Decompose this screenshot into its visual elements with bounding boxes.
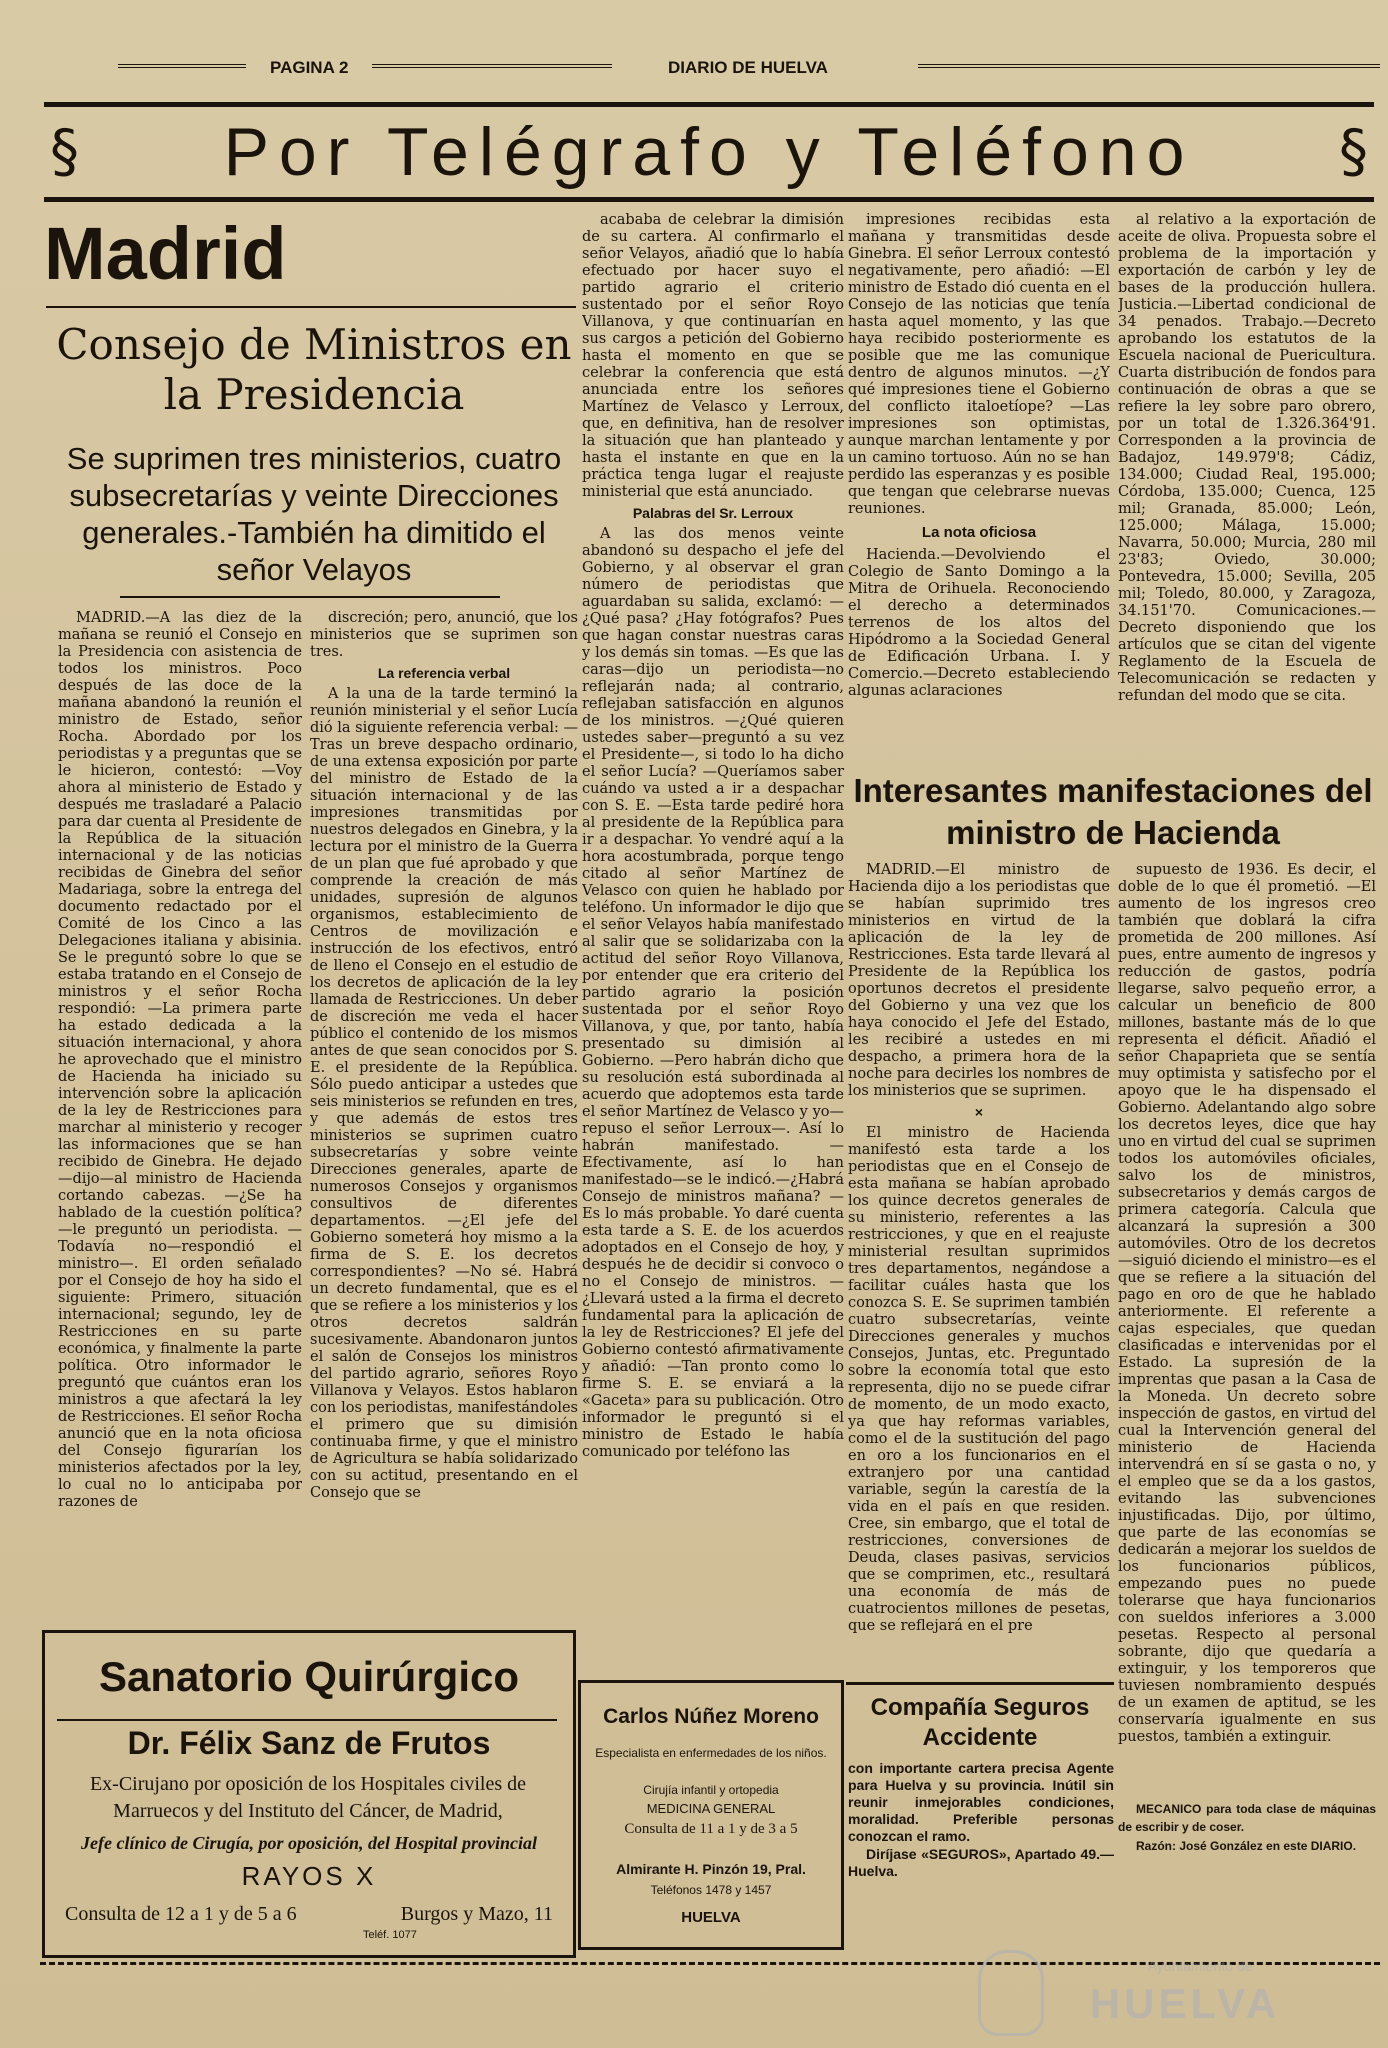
sanatorio-rayos: RAYOS X bbox=[241, 1861, 377, 1891]
header-rule-right bbox=[918, 64, 1380, 68]
header-rule-left bbox=[118, 64, 246, 68]
carlos-spec1: Especialista en enfermedades de los niños. bbox=[595, 1746, 827, 1760]
madrid-col4-text: Hacienda.—Devolviendo el Colegio de Santo Domingo a la Mitra de Orihuela. Reconociendo el derecho a determinados terrenos de los altos del Hipódromo a la Sociedad General de Edificación Urbana. I. y Comercio.—Decreto estableciendo algunas aclaraciones bbox=[848, 547, 1110, 699]
madrid-column-3 bbox=[582, 212, 844, 1628]
seguros-contact: Diríjase «SEGUROS», Apartado 49.—Huelva. bbox=[848, 1846, 1114, 1879]
sanatorio-credentials: Ex-Cirujano por oposición de los Hospitales civiles de Marruecos y del Instituto del Cáncer, de Madrid, bbox=[89, 1773, 527, 1822]
carlos-spec3: MEDICINA GENERAL bbox=[646, 1801, 776, 1816]
nota-oficiosa-heading: La nota oficiosa bbox=[921, 524, 1037, 541]
madrid-col3-text: A las dos menos veinte abandonó su despacho el jefe del Gobierno, y al observar el gran número de periodistas que aguardaban su salida, exclamó: —¿Qué pasa? ¿Hay fotógrafos? Pues que hagan constar nuestras caras y los demás sin tomas. —Es que las caras—dijo un periodista—no reflejarán nada; al contrario, reflejaban satisfacción en algunos de los ministros. —¿Qué quieren ustedes saber—preguntó a su vez el Presidente—, si todo lo ha dicho el señor Lucía? —Queríamos saber cuándo va usted a ir a despachar con S. E. —Esta tarde pediré hora al presidente de la República para ir a despachar. Yo vendré aquí a la hora acostumbrada, porque tengo citado al señor Martínez de Velasco con quien he hablado por teléfono. Un informador le dijo que el señor Velayos había manifestado al salir que se solidarizaba con la actitud del señor Royo Villanova, por entender que era criterio del partido agrario la posición sustentada por el señor Royo Villanova, y que, por tanto, había presentado su dimisión al Gobierno. —Pero habrán dicho que su resolución está subordinada al acuerdo que adoptemos esta tarde el señor Martínez de Velasco y yo—repuso el señor Lerroux—. Así lo habrán manifestado. —Efectivamente, así lo han manifestado—se le indicó.—¿Habrá Consejo de ministros mañana? —Es lo más probable. Yo daré cuenta esta tarde a S. E. de los acuerdos adoptados en el Consejo de hoy, y después he de decidir si convoco o no el Consejo de ministros. —¿Llevará usted a la firma el decreto fundamental para la aplicación de la ley de Restricciones? El jefe del Gobierno contestó afirmativamente y añadió: —Tan pronto como lo firme S. E. se enviará a la «Gaceta» para su publicación. Otro informador le preguntó si el ministro de Estado le había comunicado por teléfono las bbox=[582, 526, 844, 1460]
banner-mark-right: § bbox=[1339, 117, 1368, 185]
sanatorio-consulta: Consulta de 12 a 1 y de 5 a 6 bbox=[65, 1903, 297, 1925]
subtitle-rule bbox=[120, 596, 500, 598]
header-rule-middle bbox=[372, 64, 612, 68]
carlos-name: Carlos Núñez Moreno bbox=[603, 1705, 819, 1728]
section-banner bbox=[44, 102, 1374, 202]
carlos-consulta: Consulta de 11 a 1 y de 3 a 5 bbox=[624, 1821, 798, 1837]
referencia-subheading: La referencia verbal bbox=[377, 665, 511, 681]
mecanico-contact: Razón: José González en este DIARIO. bbox=[1136, 1839, 1357, 1853]
sanatorio-phone: Teléf. 1077 bbox=[363, 1929, 417, 1941]
newspaper-name: DIARIO DE HUELVA bbox=[668, 58, 828, 77]
madrid-subtitle: Se suprimen tres ministerios, cuatro subsecretarías y veinte Direcciones generales.-También ha dimitido el señor Velayos bbox=[66, 441, 562, 587]
hacienda-col1-text: MADRID.—El ministro de Hacienda dijo a los periodistas que se habían suprimido tres ministerios en virtud de la aplicación de la ley de Restricciones. Esta tarde llevará al Presidente de la República los oportunos decretos el presidente del Gobierno y una vez que los haya conocido el Jefe del Estado, les recibiré a ustedes en mi despacho, a primera hora de la noche para decirles los nombres de los ministerios que se suprimen. bbox=[848, 862, 1110, 1099]
madrid-col2-intro: discreción; pero, anunció, que los ministerios que se suprimen son tres. bbox=[310, 610, 578, 660]
madrid-col2-text: A la una de la tarde terminó la reunión ministerial y el señor Lucía dió la siguiente referencia verbal: —Tras un breve despacho ordinario, de una extensa exposición por parte del ministro de Estado de la situación internacional y de las impresiones transmitidas por nuestros delegados en Ginebra, y la lectura por el ministro de la Guerra de un plan que fué aprobado y que comprende la creación de más unidades, supresión de algunos organismos, establecimiento de Centros de movilización e instrucción de los efectivos, entró de lleno el Consejo en el estudio de los decretos de aplicación de la ley llamada de Restricciones. Un deber de discreción me veda el hacer público el contenido de los mismos antes de que sean conocidos por S. E. el presidente de la República. Sólo puedo anticipar a ustedes que seis ministerios se refunden en tres, y que además de estos tres ministerios se suprimen cuatro subsecretarías y sobre veinte Direcciones generales, aparte de numerosos Consejos y organismos consultivos de diferentes departamentos. —¿El jefe del Gobierno someterá hoy mismo a la firma de S. E. los decretos correspondientes? —No sé. Habrá un decreto fundamental, que es el que se refiere a los ministerios y los otros decretos saldrán sucesivamente. Abandonaron juntos el salón de Consejos los ministros del partido agrario, señores Royo Villanova y Velayos. Estos hablaron con los periodistas, manifestándoles el primero que su dimisión continuaba firme, y que el ministro de Agricultura se había solidarizado con su actitud, presentando en el Consejo que se bbox=[310, 686, 578, 1501]
hacienda-column-1 bbox=[848, 862, 1110, 1678]
seguros-ad bbox=[846, 1682, 1114, 1759]
consejo-title: Consejo de Ministros en la Presidencia bbox=[56, 320, 572, 419]
sanatorio-ad bbox=[42, 1630, 576, 1958]
carlos-city: HUELVA bbox=[681, 1909, 741, 1926]
madrid-rule bbox=[46, 306, 576, 308]
banner-mark-left: § bbox=[50, 117, 79, 185]
mecanico-ad bbox=[1118, 1800, 1376, 1900]
madrid-column-4 bbox=[848, 212, 1110, 772]
hacienda-col2-text: supuesto de 1936. Es decir, el doble de lo que él prometió. —El aumento de los ingresos creo también que doblará la cifra prometida de 200 millones. Así pues, entre aumento de ingresos y reducción de gastos, podría llegarse, salvo pequeño error, a calcular un beneficio de 800 millones, bastante más de lo que representa el déficit. Añadió el señor Chapaprieta que se sentía muy optimista y satisfecho por el apoyo que le ha dispensado el Gobierno. Adelantando algo sobre los decretos leyes, dice que hay uno en virtud del cual se suprimen todos los automóviles oficiales, salvo los de ministros, subsecretarios y demás cargos de primera categoría. Calcula que alcanzará la supresión a 300 automóviles. Otro de los decretos—siguió diciendo el ministro—es el que se refiere a la situación del pago en oro de que he hablado anteriormente. El referente a cajas especiales, que quedan clasificadas e intervenidas por el Estado. La supresión de la imprentas que pasan a la Casa de la Moneda. Un decreto sobre inspección de gastos, en virtud del cual la Intervención general del ministerio de Hacienda intervendrá en sí se gasta o no, y el empleo que se da a los gastos, evitando las subvenciones injustificadas. Dijo, por último, que parte de las economías se dedicarán a mejorar los sueldos de los funcionarios públicos, empezando pues no puede tolerarse que haya funcionarios con sueldos inferiores a 3.000 pesetas. Respecto al personal sobrante, dijo que quedaría a extinguir, y los temporeros que tuviesen nombramiento después de un examen de aptitud, se les conservaría igualmente en sus puestos, también a extinguir. bbox=[1118, 862, 1376, 1745]
carlos-ad bbox=[578, 1680, 844, 1950]
mecanico-body: MECANICO para toda clase de máquinas de escribir y de coser. bbox=[1118, 1802, 1376, 1834]
sanatorio-jefe: Jefe clínico de Cirugía, por oposición, del Hospital provincial bbox=[81, 1833, 537, 1853]
seguros-title: Compañía Seguros Accidente bbox=[870, 1694, 1090, 1751]
carlos-spec2: Cirujía infantil y ortopedia bbox=[643, 1783, 779, 1797]
madrid-col1-text: MADRID.—A las diez de la mañana se reunió el Consejo en la Presidencia con asistencia de todos los ministros. Poco después de las doce de la mañana abandonó la reunión el ministro de Estado, señor Rocha. Abordado por los periodistas y a preguntas que se le hicieron, contestó: —Voy ahora al ministerio de Estado y después me trasladaré a Palacio para dar cuenta al Presidente de la República de la situación internacional y de las noticias recibidas de Ginebra del señor Madariaga, sobre la entrega del documento redactado por el Comité de los Cinco a las Delegaciones italiana y abisinia. Se le preguntó sobre lo que se estaba tratando en el Consejo de ministros y el señor Rocha respondió: —La primera parte ha estado dedicada a la situación internacional, y ahora he aprovechado que el ministro de Hacienda ha iniciado su intervención sobre la aplicación de la ley de Restricciones para marchar al ministerio y recoger las informaciones que se han recibido de Ginebra. He dejado—dijo—al ministro de Hacienda cortando cabezas. —¿Se ha hablado de la cuestión política?—le preguntó un periodista. —Todavía no—respondió el ministro—. El orden señalado por el Consejo de hoy ha sido el siguiente: Primero, situación internacional; segundo, ley de Restricciones en su parte económica, y finalmente la parte política. Otro informador le preguntó que cuántos eran los ministros a que afectará la ley de Restricciones. El señor Rocha anunció que en la nota oficiosa del Consejo figurarían los ministerios afectados por la ley, lo cual no lo anticipaba por razones de bbox=[58, 610, 302, 1510]
madrid-column-2 bbox=[310, 610, 578, 1528]
hacienda-col1b-text: El ministro de Hacienda manifestó esta tarde a los periodistas que en el Consejo de esta mañana se habían aprobado los quince decretos generales de su ministerio, referentes a las restricciones, y que en el reajuste ministerial resultan suprimidos tres departamentos, negándose a facilitar cuáles hasta que los conozca S. E. Se suprimen también cuatro subsecretarías, veinte Direcciones generales y muchos Consejos, Juntas, etc. Preguntado sobre la economía total que esto representa, dijo no se puede cifrar de momento, de un modo exacto, ya que hay reformas variables, como el de la sustitución del pago en oro a los funcionarios en el extranjero por una cantidad variable, según la carestía de la vida en el país en que residen. Cree, sin embargo, que el total de restricciones, conversiones de Deuda, clases pasivas, servicios que se comprimen, etc., resultará una economía de más de cuatrocientos millones de pesetas, que se reflejará en el pre bbox=[848, 1125, 1110, 1634]
madrid-col5-text: al relativo a la exportación de aceite de oliva. Propuesta sobre el problema de la importación y exportación de carbón y ley de bases de la producción hullera. Justicia.—Libertad condicional de 34 penados. Trabajo.—Decreto aprobando los estatutos de la Escuela nacional de Puericultura. Cuarta distribución de fondos para continuación de obras a que se refiere la ley sobre paro obrero, por un total de 1.326.364'91. Corresponden a la provincia de Badajoz, 149.979'8; Cádiz, 134.000; Ciudad Real, 195.000; Córdoba, 135.000; Cuenca, 125 mil; Granada, 85.000; León, 125.000; Málaga, 15.000; Navarra, 50.000; Murcia, 280 mil 23'83; Oviedo, 30.000; Pontevedra, 15.000; Sevilla, 205 mil; Toledo, 80.000, y Zaragoza, 34.151'70. Comunicaciones.—Decreto disponiendo que los artículos que se citan del vigente Reglamento de la Escuela de Telecomunicación se redacten y refundan del modo que se cita. bbox=[1118, 212, 1376, 704]
sanatorio-doctor: Dr. Félix Sanz de Frutos bbox=[127, 1725, 491, 1761]
hacienda-title: Interesantes manifestaciones del ministro de Hacienda bbox=[853, 772, 1373, 851]
madrid-heading: Madrid bbox=[44, 212, 287, 295]
carlos-phone: Teléfonos 1478 y 1457 bbox=[650, 1883, 772, 1897]
hacienda-column-2 bbox=[1118, 862, 1376, 1792]
carlos-address: Almirante H. Pinzón 19, Pral. bbox=[616, 1861, 806, 1877]
hacienda-separator: × bbox=[974, 1104, 984, 1120]
madrid-col4-intro: impresiones recibidas esta mañana y transmitidas desde Ginebra. El señor Lerroux contestó negativamente, pero añadió: —El ministro de Estado dió cuenta en el Consejo de las noticias que tenía hasta aquel momento, y las que haya recibido posteriormente es posible que me las comunique dentro de algunos minutos. —¿Y qué impresiones tiene el Gobierno del conflicto italoetíope? —Las impresiones son optimistas, aunque marchan lentamente y por un camino tortuoso. Aún no se han perdido las esperanzas y es posible que tengan que celebrarse nuevas reuniones. bbox=[848, 212, 1110, 517]
sanatorio-rule bbox=[57, 1719, 557, 1721]
watermark-small: Ayuntamiento de bbox=[1147, 1958, 1253, 1974]
madrid-column-5 bbox=[1118, 212, 1376, 772]
sanatorio-address: Burgos y Mazo, 11 bbox=[400, 1903, 553, 1925]
lerroux-subheading: Palabras del Sr. Lerroux bbox=[632, 505, 794, 521]
banner-title: Por Telégrafo y Teléfono bbox=[223, 114, 1195, 190]
madrid-column-1 bbox=[58, 610, 302, 1528]
seguros-body: con importante cartera precisa Agente para Huelva y su provincia. Inútil sin reunir inmejorables condiciones, moralidad. Preferible personas conozcan el ramo. bbox=[848, 1760, 1114, 1844]
madrid-col3-intro: acababa de celebrar la dimisión de su cartera. Al confirmarlo el señor Velayos, añadió que lo había efectuado por hacer suyo el partido agrario el criterio sustentado por el señor Royo Villanova, y que continuarían en sus cargos a petición del Gobierno hasta el momento en que se celebrar la conferencia que está anunciada entre los señores Martínez de Velasco y Lerroux, que, en definitiva, han de resolver la situación que han planteado y hasta el instante en que en la práctica tenga lugar el reajuste ministerial que está anunciado. bbox=[582, 212, 844, 500]
seguros-body-block bbox=[848, 1760, 1114, 1900]
running-header bbox=[118, 58, 1380, 86]
sanatorio-title: Sanatorio Quirúrgico bbox=[98, 1653, 520, 1700]
watermark-huelva: HUELVA bbox=[1089, 1980, 1281, 2027]
page-number: PAGINA 2 bbox=[270, 58, 349, 77]
